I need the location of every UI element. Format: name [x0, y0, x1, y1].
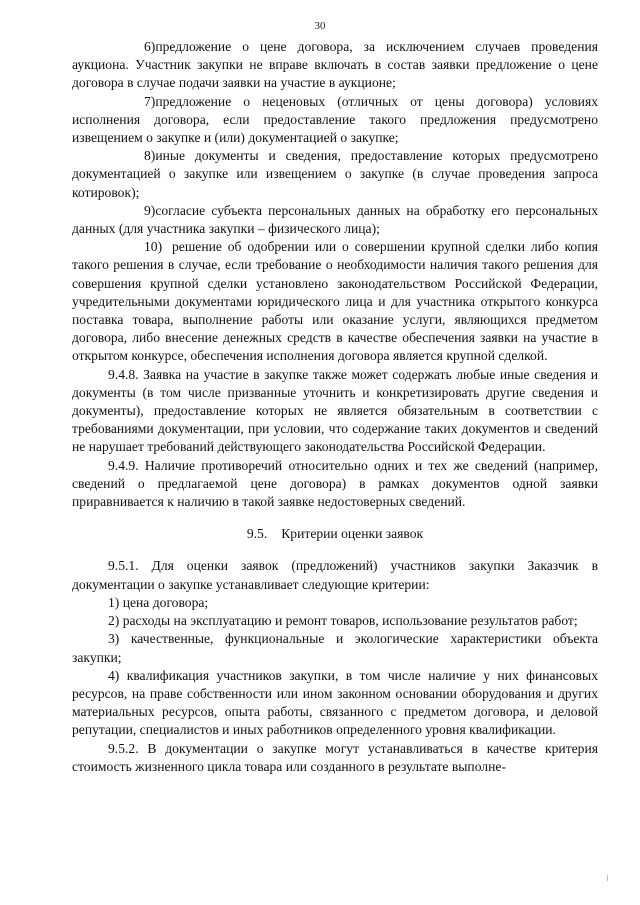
list-item-number: 9) [144, 202, 156, 218]
paragraph-9-4-8: 9.4.8. Заявка на участие в закупке также может содержать любые иные сведения и документы (в том числе призванные уточнить и конкретизировать другие сведения и документы), предоставление которых не является обязательным в соответствии с требованиями документации, при условии, что содержание таких документов и сведений не нарушает требований действующего законодательства Российской Федерации. [72, 366, 598, 455]
criterion-4: 4) квалификация участников закупки, в том числе наличие у них финансовых ресурсов, на праве собственности или ином законном основании оборудования и других материальных ресурсов, опыта работы, связанного с предметом договора, и деловой репутации, специалистов и иных работников определенного уровня квалификации. [72, 667, 598, 738]
list-item-text: согласие субъекта персональных данных на обработку его персональных данных (для участника закупки – физического лица); [72, 202, 598, 237]
list-item-text: иные документы и сведения, предоставление которых предусмотрено документацией о закупке или извещением о закупке (в случае проведения запроса котировок); [72, 148, 598, 200]
list-item-number: 10) [144, 239, 163, 255]
scan-mark [607, 875, 608, 881]
criterion-2: 2) расходы на эксплуатацию и ремонт товаров, использование результатов работ; [108, 613, 578, 629]
section-number: 9.5. [246, 526, 268, 542]
paragraph-9-5-1: 9.5.1. Для оценки заявок (предложений) участников закупки Заказчик в документации о закупке устанавливает следующие критерии: [72, 558, 598, 592]
section-title: Критерии оценки заявок [281, 526, 424, 542]
list-item-number: 8) [144, 148, 156, 164]
criterion-1: 1) цена договора; [108, 594, 209, 610]
list-item-number: 6) [144, 39, 156, 54]
page-number: 30 [314, 20, 326, 32]
section-heading [72, 525, 598, 543]
list-item [72, 238, 598, 365]
paragraph-9-5-2: 9.5.2. В документации о закупке могут устанавливаться в качестве критерия стоимость жизненного цикла товара или созданного в результате выполне- [72, 740, 598, 774]
list-item-number: 7) [144, 93, 156, 109]
list-item-text: предложение о неценовых (отличных от цены договора) условиях исполнения договора, если предоставление такого предложения предусмотрено извещением о закупке и (или) документацией о закупке; [72, 93, 598, 146]
list-item [72, 202, 598, 238]
paragraph-9-4-9: 9.4.9. Наличие противоречий относительно одних и тех же сведений (например, сведений о предлагаемой цене договора) в рамках документов одной заявки приравнивается к наличию в такой заявке недостоверных сведений. [72, 457, 598, 510]
criterion-3: 3) качественные, функциональные и экологические характеристики объекта закупки; [72, 631, 598, 665]
list-item [72, 147, 598, 202]
list-item [72, 38, 598, 93]
document-body [72, 38, 598, 776]
list-item-text: предложение о цене договора, за исключением случаев проведения аукциона. Участник закупки не вправе включать в состав заявки предложение о цене договора в случае подачи заявки на участие в аукционе; [72, 39, 598, 91]
list-item-text: решение об одобрении или о совершении крупной сделки либо копия такого решения в случае, если требование о необходимости наличия такого решения для совершения крупной сделки установлено законодательством Российской Федерации, учредительными документами юридического лица и для участника открытого конкурса поставка товара, выполнение работы или оказание услуги, являющихся предметом договора, либо внесение денежных средств в качестве обеспечения заявки на участие в открытом конкурсе, обеспечения исполнения договора является крупной сделкой. [72, 239, 598, 364]
list-item [72, 93, 598, 148]
